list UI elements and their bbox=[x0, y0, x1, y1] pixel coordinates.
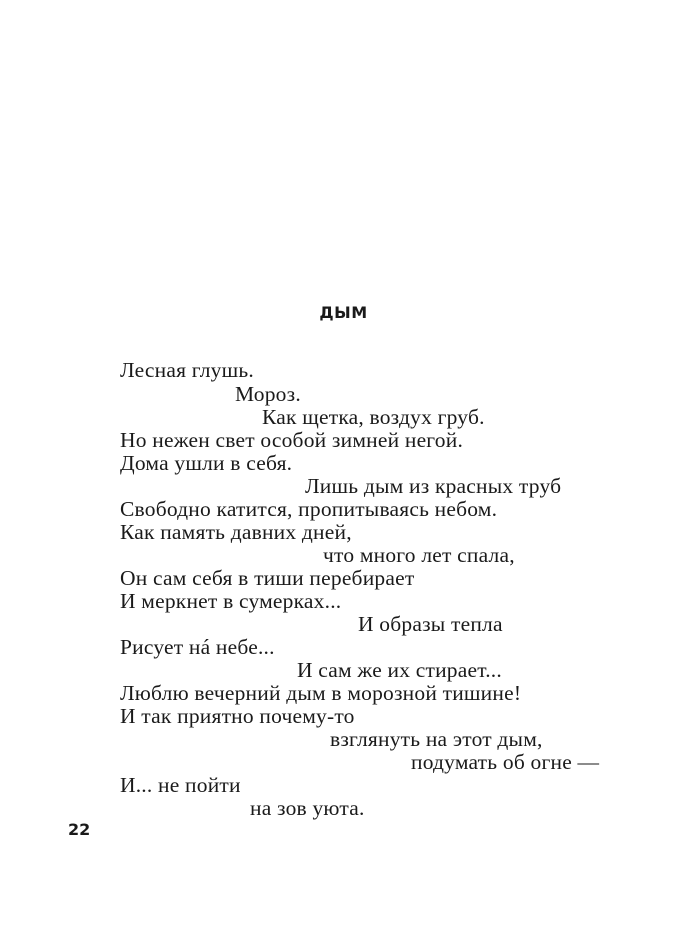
poem-line: Дома ушли в себя. bbox=[120, 451, 293, 475]
poem-line: на зов уюта. bbox=[250, 796, 365, 820]
poem-line: Как щетка, воздух груб. bbox=[262, 405, 485, 429]
poem-line: Мороз. bbox=[235, 382, 301, 406]
poem-line: И образы тепла bbox=[358, 612, 503, 636]
poem-line: И меркнет в сумерках... bbox=[120, 589, 342, 613]
poem-line: Но нежен свет особой зимней негой. bbox=[120, 428, 464, 452]
poem-line: Лесная глушь. bbox=[120, 358, 254, 382]
page-number: 22 bbox=[68, 820, 91, 839]
poem-line: подумать об огне — bbox=[411, 750, 600, 774]
poem-line: Свободно катится, пропитываясь небом. bbox=[120, 497, 498, 521]
poem-line: И... не пойти bbox=[120, 773, 241, 797]
poem-line: взглянуть на этот дым, bbox=[330, 727, 543, 751]
poem-line: И так приятно почему-то bbox=[120, 704, 355, 728]
poem-line: И сам же их стирает... bbox=[297, 658, 502, 682]
poem-line: Лишь дым из красных труб bbox=[305, 474, 562, 498]
poem-line: Как память давних дней, bbox=[120, 520, 352, 544]
poem-line: Он сам себя в тиши перебирает bbox=[120, 566, 415, 590]
poem-line: Люблю вечерний дым в морозной тишине! bbox=[120, 681, 522, 705]
poem-title: ДЫМ bbox=[319, 303, 368, 322]
poem-line: что много лет спала, bbox=[323, 543, 515, 567]
poem-line: Рисует нá небе... bbox=[120, 635, 275, 659]
